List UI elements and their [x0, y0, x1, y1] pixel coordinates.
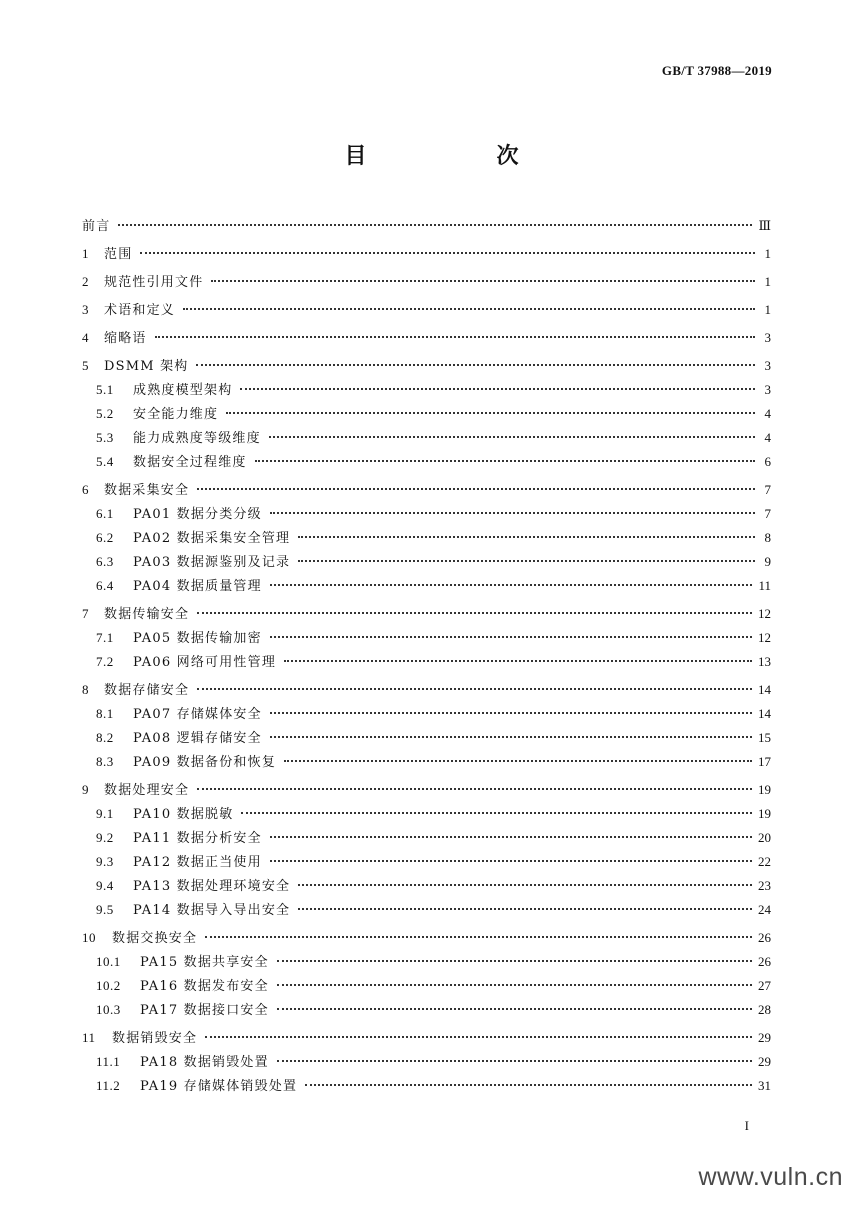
toc-entry-page: 15	[758, 730, 771, 745]
toc-subentry[interactable]	[82, 851, 771, 875]
toc-subentry[interactable]	[82, 899, 771, 923]
toc-entry-page: 11	[758, 578, 771, 593]
toc-subentry[interactable]	[82, 575, 771, 599]
toc-entry-label: PA03 数据源鉴别及记录	[133, 555, 291, 570]
toc-leader-dots	[197, 612, 752, 614]
toc-entry[interactable]	[82, 355, 771, 379]
toc-entry-number: 9.5	[96, 902, 114, 917]
toc-leader-dots	[205, 936, 752, 938]
toc-entry-page: 3	[764, 358, 771, 373]
toc-entry-label: 成熟度模型架构	[133, 383, 233, 398]
toc-entry-page: 6	[764, 454, 771, 469]
toc-subentry[interactable]	[82, 1075, 771, 1099]
toc-subentry[interactable]	[82, 727, 771, 751]
toc-entry-page: 12	[758, 630, 771, 645]
toc-entry-label: PA13 数据处理环境安全	[133, 879, 291, 894]
toc-entry-number: 11.2	[96, 1078, 121, 1093]
toc-entry-number: 10.2	[96, 978, 121, 993]
toc-subentry[interactable]	[82, 999, 771, 1023]
toc-entry-number: 5.1	[96, 382, 114, 397]
toc-entry-number: 9.1	[96, 806, 114, 821]
toc-leader-dots	[205, 1036, 752, 1038]
toc-entry[interactable]	[82, 1027, 771, 1051]
toc-leader-dots	[196, 364, 755, 366]
toc-leader-dots	[298, 536, 755, 538]
toc-entry-page: 22	[758, 854, 771, 869]
toc-entry-number: 10.3	[96, 1002, 121, 1017]
toc-entry-label: PA10 数据脱敏	[133, 807, 234, 822]
toc-subentry[interactable]	[82, 627, 771, 651]
toc-entry-label: 数据传输安全	[104, 607, 190, 622]
toc-leader-dots	[277, 1008, 752, 1010]
toc-entry-page: 1	[764, 302, 771, 317]
toc-entry-label: PA07 存储媒体安全	[133, 707, 262, 722]
toc-leader-dots	[298, 908, 752, 910]
toc-entry-label: PA17 数据接口安全	[140, 1003, 269, 1018]
toc-entry-label: 数据处理安全	[104, 783, 190, 798]
toc-entry-number: 8	[82, 682, 89, 697]
toc-entry-page: 20	[758, 830, 771, 845]
toc-leader-dots	[197, 688, 752, 690]
toc-entry[interactable]	[82, 479, 771, 503]
toc-entry-page: 13	[758, 654, 771, 669]
toc-entry[interactable]	[82, 215, 771, 239]
toc-entry-number: 6	[82, 482, 89, 497]
toc-entry[interactable]	[82, 271, 771, 295]
toc-entry-number: 10	[82, 930, 96, 945]
toc-entry-label: 前言	[82, 219, 111, 234]
toc-entry-number: 6.1	[96, 506, 114, 521]
toc-entry-page: 12	[758, 606, 771, 621]
toc-entry-label: 术语和定义	[104, 303, 176, 318]
toc-leader-dots	[183, 308, 755, 310]
toc-entry-label: PA06 网络可用性管理	[133, 655, 277, 670]
toc-entry-page: 3	[764, 330, 771, 345]
toc-entry-label: 数据安全过程维度	[133, 455, 247, 470]
toc-entry-number: 9	[82, 782, 89, 797]
toc-leader-dots	[298, 884, 752, 886]
toc-entry-label: 范围	[104, 247, 133, 262]
toc-subentry[interactable]	[82, 527, 771, 551]
toc-entry-number: 5.3	[96, 430, 114, 445]
toc-entry-page: 19	[758, 806, 771, 821]
toc-entry-page: 7	[764, 506, 771, 521]
toc-subentry[interactable]	[82, 975, 771, 999]
toc-entry-label: 数据交换安全	[112, 931, 198, 946]
toc-leader-dots	[269, 436, 755, 438]
toc-entry[interactable]	[82, 927, 771, 951]
toc-entry[interactable]	[82, 243, 771, 267]
toc-leader-dots	[270, 584, 753, 586]
toc-leader-dots	[211, 280, 755, 282]
toc-entry-page: 14	[758, 682, 771, 697]
toc-entry-label: PA09 数据备份和恢复	[133, 755, 277, 770]
standard-code: GB/T 37988—2019	[661, 63, 772, 78]
table-of-contents	[82, 215, 771, 1099]
toc-entry-number: 5	[82, 358, 89, 373]
toc-entry-number: 9.3	[96, 854, 114, 869]
toc-entry-label: DSMM 架构	[104, 359, 189, 374]
toc-entry-label: PA08 逻辑存储安全	[133, 731, 262, 746]
toc-entry-number: 6.3	[96, 554, 114, 569]
toc-leader-dots	[240, 388, 755, 390]
toc-entry-number: 8.2	[96, 730, 114, 745]
toc-leader-dots	[197, 788, 752, 790]
toc-leader-dots	[270, 636, 752, 638]
toc-leader-dots	[226, 412, 755, 414]
toc-entry-number: 9.2	[96, 830, 114, 845]
toc-subentry[interactable]	[82, 751, 771, 775]
footer-page-number: I	[744, 1118, 749, 1133]
toc-subentry[interactable]	[82, 403, 771, 427]
toc-subentry[interactable]	[82, 827, 771, 851]
toc-leader-dots	[270, 512, 755, 514]
toc-subentry[interactable]	[82, 703, 771, 727]
toc-entry-number: 1	[82, 246, 89, 261]
toc-entry-number: 7.2	[96, 654, 114, 669]
toc-leader-dots	[270, 712, 752, 714]
toc-leader-dots	[140, 252, 755, 254]
toc-entry-label: 能力成熟度等级维度	[133, 431, 261, 446]
toc-entry-label: PA12 数据正当使用	[133, 855, 262, 870]
toc-entry[interactable]	[82, 779, 771, 803]
toc-leader-dots	[118, 224, 752, 226]
toc-entry-page: 26	[758, 930, 771, 945]
toc-entry-number: 5.4	[96, 454, 114, 469]
toc-entry-page: 8	[764, 530, 771, 545]
page-title: 目 次	[344, 143, 573, 169]
toc-leader-dots	[270, 860, 752, 862]
toc-subentry[interactable]	[82, 427, 771, 451]
toc-entry-number: 7.1	[96, 630, 114, 645]
toc-entry-label: PA14 数据导入导出安全	[133, 903, 291, 918]
toc-entry-page: 3	[764, 382, 771, 397]
toc-entry-page: 19	[758, 782, 771, 797]
toc-entry-number: 4	[82, 330, 89, 345]
toc-entry-page: 27	[758, 978, 771, 993]
toc-entry-label: PA04 数据质量管理	[133, 579, 262, 594]
toc-entry-label: PA02 数据采集安全管理	[133, 531, 291, 546]
toc-leader-dots	[255, 460, 755, 462]
toc-entry[interactable]	[82, 679, 771, 703]
toc-entry-number: 5.2	[96, 406, 114, 421]
toc-leader-dots	[197, 488, 755, 490]
toc-subentry[interactable]	[82, 503, 771, 527]
toc-entry-number: 6.2	[96, 530, 114, 545]
toc-entry-page: 23	[758, 878, 771, 893]
toc-subentry[interactable]	[82, 451, 771, 475]
toc-entry-label: PA18 数据销毁处置	[140, 1055, 269, 1070]
toc-leader-dots	[241, 812, 752, 814]
toc-entry-page: 1	[764, 274, 771, 289]
toc-entry-label: 数据销毁安全	[112, 1031, 198, 1046]
toc-entry-label: 数据采集安全	[104, 483, 190, 498]
toc-leader-dots	[277, 1060, 752, 1062]
toc-leader-dots	[270, 736, 752, 738]
toc-entry-page: 4	[764, 430, 771, 445]
toc-subentry[interactable]	[82, 1051, 771, 1075]
toc-entry-label: PA01 数据分类分级	[133, 507, 262, 522]
toc-entry-label: PA11 数据分析安全	[133, 831, 262, 846]
toc-entry[interactable]	[82, 327, 771, 351]
toc-leader-dots	[155, 336, 755, 338]
toc-leader-dots	[305, 1084, 752, 1086]
toc-entry-page: 4	[764, 406, 771, 421]
toc-subentry[interactable]	[82, 803, 771, 827]
toc-entry[interactable]	[82, 603, 771, 627]
toc-leader-dots	[298, 560, 755, 562]
toc-subentry[interactable]	[82, 551, 771, 575]
toc-entry-number: 7	[82, 606, 89, 621]
toc-entry-label: PA15 数据共享安全	[140, 955, 269, 970]
toc-subentry[interactable]	[82, 379, 771, 403]
toc-entry-number: 11.1	[96, 1054, 121, 1069]
toc-leader-dots	[277, 984, 752, 986]
toc-entry-page: 28	[758, 1002, 771, 1017]
toc-entry-number: 10.1	[96, 954, 121, 969]
toc-entry-page: Ⅲ	[758, 218, 771, 233]
toc-entry-page: 1	[764, 246, 771, 261]
toc-entry-label: 规范性引用文件	[104, 275, 204, 290]
toc-entry-number: 11	[82, 1030, 96, 1045]
toc-entry-page: 29	[758, 1054, 771, 1069]
toc-entry-page: 24	[758, 902, 771, 917]
toc-entry-page: 31	[758, 1078, 771, 1093]
toc-entry-label: 数据存储安全	[104, 683, 190, 698]
toc-entry-label: 缩略语	[104, 331, 147, 346]
toc-leader-dots	[284, 760, 752, 762]
toc-entry-page: 14	[758, 706, 771, 721]
toc-entry-page: 17	[758, 754, 771, 769]
toc-entry-number: 3	[82, 302, 89, 317]
toc-leader-dots	[270, 836, 752, 838]
toc-entry-number: 9.4	[96, 878, 114, 893]
toc-subentry[interactable]	[82, 875, 771, 899]
toc-leader-dots	[277, 960, 752, 962]
toc-entry-label: PA19 存储媒体销毁处置	[140, 1079, 298, 1094]
toc-leader-dots	[284, 660, 752, 662]
toc-entry-label: 安全能力维度	[133, 407, 219, 422]
toc-entry-label: PA16 数据发布安全	[140, 979, 269, 994]
toc-entry-number: 2	[82, 274, 89, 289]
toc-entry-page: 7	[764, 482, 771, 497]
toc-subentry[interactable]	[82, 651, 771, 675]
toc-entry[interactable]	[82, 299, 771, 323]
toc-subentry[interactable]	[82, 951, 771, 975]
toc-entry-number: 8.3	[96, 754, 114, 769]
toc-entry-number: 6.4	[96, 578, 114, 593]
toc-entry-page: 9	[764, 554, 771, 569]
toc-entry-page: 29	[758, 1030, 771, 1045]
toc-entry-number: 8.1	[96, 706, 114, 721]
toc-entry-label: PA05 数据传输加密	[133, 631, 262, 646]
toc-entry-page: 26	[758, 954, 771, 969]
watermark: www.vuln.cn	[698, 1163, 843, 1191]
